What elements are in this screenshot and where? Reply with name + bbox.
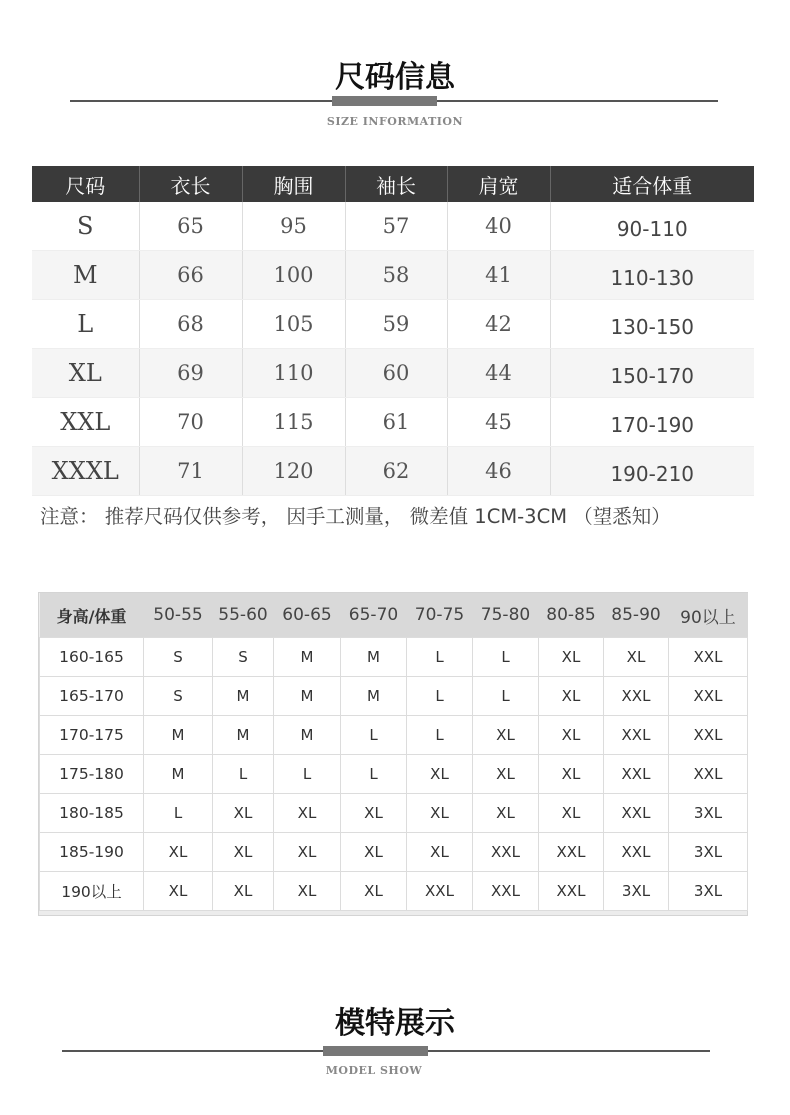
size-cell: M — [274, 677, 341, 716]
table-row — [40, 872, 748, 911]
size-cell: L — [32, 300, 139, 349]
size-cell: XL — [407, 755, 473, 794]
title-divider-accent — [332, 96, 437, 106]
size-cell: XXXL — [32, 447, 139, 496]
size-cell: S — [144, 677, 213, 716]
chest-cell: 110 — [242, 349, 345, 398]
size-cell: XL — [144, 872, 213, 911]
size-cell: M — [32, 251, 139, 300]
size-table-header-row — [32, 166, 754, 202]
rec-header-weight-range: 55-60 — [213, 593, 274, 638]
table-row — [32, 300, 754, 349]
shoulder-cell: 44 — [447, 349, 550, 398]
size-cell: XL — [539, 716, 604, 755]
size-cell: XXL — [604, 833, 669, 872]
length-cell: 70 — [139, 398, 242, 447]
length-cell: 66 — [139, 251, 242, 300]
table-row — [32, 202, 754, 251]
size-cell: 3XL — [669, 794, 748, 833]
sleeve-cell: 61 — [345, 398, 447, 447]
shoulder-cell: 46 — [447, 447, 550, 496]
weight-cell: 110-130 — [550, 251, 754, 300]
size-cell: XXL — [604, 677, 669, 716]
rec-header-row — [40, 593, 748, 638]
size-cell: L — [144, 794, 213, 833]
size-cell: XL — [341, 794, 407, 833]
size-cell: M — [341, 677, 407, 716]
size-cell: XL — [213, 794, 274, 833]
size-cell: L — [341, 716, 407, 755]
size-cell: M — [213, 677, 274, 716]
rec-header-weight-range: 75-80 — [473, 593, 539, 638]
header-shoulder: 肩宽 — [447, 166, 550, 202]
chest-cell: 95 — [242, 202, 345, 251]
weight-cell: 130-150 — [550, 300, 754, 349]
size-cell: XL — [144, 833, 213, 872]
weight-cell: 190-210 — [550, 447, 754, 496]
table-row — [40, 755, 748, 794]
size-cell: M — [213, 716, 274, 755]
rec-header-weight-range: 50-55 — [144, 593, 213, 638]
table-row — [40, 833, 748, 872]
rec-header-weight-range: 70-75 — [407, 593, 473, 638]
size-cell: L — [473, 677, 539, 716]
size-cell: XXL — [669, 716, 748, 755]
rec-header-weight-range: 85-90 — [604, 593, 669, 638]
chest-cell: 100 — [242, 251, 345, 300]
height-range-cell: 160-165 — [40, 638, 144, 677]
size-cell: XL — [539, 638, 604, 677]
rec-header-weight-range: 65-70 — [341, 593, 407, 638]
sleeve-cell: 57 — [345, 202, 447, 251]
length-cell: 69 — [139, 349, 242, 398]
weight-cell: 170-190 — [550, 398, 754, 447]
header-length: 衣长 — [139, 166, 242, 202]
table-row — [32, 398, 754, 447]
shoulder-cell: 41 — [447, 251, 550, 300]
size-cell: XL — [32, 349, 139, 398]
size-cell: XL — [539, 677, 604, 716]
table-row — [32, 447, 754, 496]
size-info-title: 尺码信息 — [335, 60, 455, 95]
table-row — [40, 638, 748, 677]
size-cell: XL — [539, 794, 604, 833]
size-cell: L — [407, 716, 473, 755]
chest-cell: 105 — [242, 300, 345, 349]
header-weight: 适合体重 — [550, 166, 754, 202]
height-range-cell: 185-190 — [40, 833, 144, 872]
size-cell: XXL — [669, 677, 748, 716]
size-cell: XL — [341, 872, 407, 911]
height-range-cell: 190以上 — [40, 872, 144, 911]
size-cell: XL — [473, 716, 539, 755]
size-info-table — [32, 166, 754, 496]
size-cell: M — [341, 638, 407, 677]
rec-header-weight-range: 60-65 — [274, 593, 341, 638]
size-cell: XXL — [604, 794, 669, 833]
size-cell: XXL — [473, 833, 539, 872]
rec-header-weight-range: 90以上 — [669, 593, 748, 638]
size-cell: XXL — [473, 872, 539, 911]
size-cell: L — [473, 638, 539, 677]
sleeve-cell: 60 — [345, 349, 447, 398]
weight-cell: 150-170 — [550, 349, 754, 398]
size-cell: L — [407, 677, 473, 716]
size-cell: XXL — [604, 755, 669, 794]
size-cell: M — [274, 716, 341, 755]
size-recommendation-panel — [38, 592, 748, 916]
size-cell: XL — [213, 872, 274, 911]
model-divider-accent — [323, 1046, 428, 1056]
shoulder-cell: 45 — [447, 398, 550, 447]
size-cell: 3XL — [669, 872, 748, 911]
size-cell: XXL — [604, 716, 669, 755]
model-show-title: 模特展示 — [335, 1006, 455, 1041]
size-cell: XL — [274, 833, 341, 872]
size-cell: S — [144, 638, 213, 677]
length-cell: 65 — [139, 202, 242, 251]
model-show-subtitle: MODEL SHOW — [325, 1064, 423, 1077]
height-range-cell: 165-170 — [40, 677, 144, 716]
size-info-subtitle: SIZE INFORMATION — [326, 115, 464, 128]
shoulder-cell: 40 — [447, 202, 550, 251]
sleeve-cell: 62 — [345, 447, 447, 496]
size-cell: S — [213, 638, 274, 677]
size-cell: XL — [274, 794, 341, 833]
size-cell: XXL — [32, 398, 139, 447]
size-cell: XXL — [669, 638, 748, 677]
table-row — [32, 349, 754, 398]
size-cell: XXL — [539, 833, 604, 872]
table-row — [40, 716, 748, 755]
table-row — [40, 677, 748, 716]
size-cell: XXL — [669, 755, 748, 794]
height-range-cell: 170-175 — [40, 716, 144, 755]
size-cell: XL — [407, 794, 473, 833]
size-cell: M — [144, 755, 213, 794]
size-cell: 3XL — [604, 872, 669, 911]
size-cell: S — [32, 202, 139, 251]
header-sleeve: 袖长 — [345, 166, 447, 202]
size-cell: XL — [213, 833, 274, 872]
size-cell: XL — [274, 872, 341, 911]
size-cell: L — [274, 755, 341, 794]
header-chest: 胸围 — [242, 166, 345, 202]
weight-cell: 90-110 — [550, 202, 754, 251]
size-cell: XL — [539, 755, 604, 794]
size-cell: L — [213, 755, 274, 794]
height-range-cell: 175-180 — [40, 755, 144, 794]
height-range-cell: 180-185 — [40, 794, 144, 833]
size-recommendation-table — [39, 593, 748, 911]
length-cell: 71 — [139, 447, 242, 496]
table-row — [32, 251, 754, 300]
header-size: 尺码 — [32, 166, 139, 202]
size-cell: L — [341, 755, 407, 794]
rec-header-weight-range: 80-85 — [539, 593, 604, 638]
size-cell: M — [144, 716, 213, 755]
size-cell: XL — [473, 794, 539, 833]
chest-cell: 120 — [242, 447, 345, 496]
size-cell: XXL — [407, 872, 473, 911]
size-cell: XXL — [539, 872, 604, 911]
size-cell: XL — [407, 833, 473, 872]
table-row — [40, 794, 748, 833]
size-cell: XL — [604, 638, 669, 677]
measurement-note: 注意： 推荐尺码仅供参考， 因手工测量， 微差值 1CM-3CM （望悉知） — [40, 505, 671, 528]
size-cell: L — [407, 638, 473, 677]
size-cell: XL — [473, 755, 539, 794]
shoulder-cell: 42 — [447, 300, 550, 349]
sleeve-cell: 58 — [345, 251, 447, 300]
length-cell: 68 — [139, 300, 242, 349]
chest-cell: 115 — [242, 398, 345, 447]
size-cell: 3XL — [669, 833, 748, 872]
rec-header-height-weight: 身高/体重 — [40, 593, 144, 638]
sleeve-cell: 59 — [345, 300, 447, 349]
size-cell: M — [274, 638, 341, 677]
size-cell: XL — [341, 833, 407, 872]
